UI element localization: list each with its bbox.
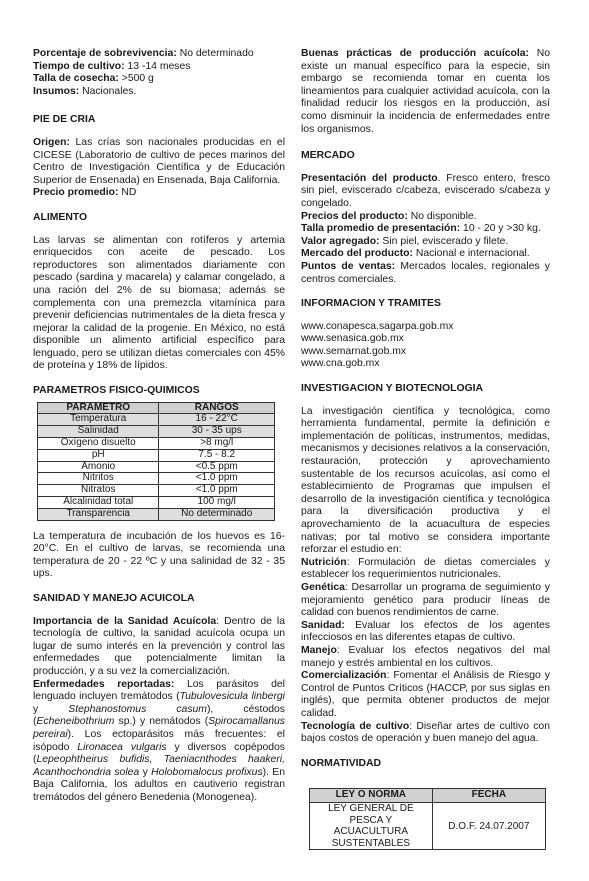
alimento-section — [33, 235, 285, 374]
sanidad-section — [33, 616, 285, 805]
investigacion-section — [301, 406, 550, 746]
table-row: LEY GENERAL DE PESCA Y ACUACULTURA SUSTENTABLES D.O.F. 24.07.2007 — [310, 803, 546, 850]
left-column — [33, 48, 285, 805]
right-column — [301, 48, 550, 850]
investigacion-item: Comercialización: Fomentar el Análisis de Riesgo y Control de Puntos Críticos (HACCP, por sus siglas en inglés), que permita obtener productos de mejor calidad. — [301, 670, 550, 719]
column-header-parametro: PARAMETRO — [38, 402, 159, 414]
info-line: Porcentaje de sobrevivencia: No determinado — [33, 48, 254, 59]
section-heading-parametros: PARAMETROS FISICO-QUIMICOS — [33, 385, 200, 397]
link-cna[interactable]: www.cna.gob.mx — [301, 358, 380, 370]
section-heading-investigacion: INVESTIGACION Y BIOTECNOLOGIA — [301, 383, 484, 395]
table-row: Amonio <0.5 ppm — [38, 461, 275, 473]
buenas-practicas-paragraph: Buenas prácticas de producción acuícola: No existe un manual específico para la especie, sin embargo se recomienda tomar en cuenta los lineamientos para cualquier actividad acuícola, con la finalidad reducir los riesgos en la producción, así como disminuir la incidencia de enfermedades entre los organismos. — [301, 48, 550, 135]
column-header-rangos: RANGOS — [159, 402, 275, 414]
info-links — [301, 321, 550, 371]
investigacion-item: Manejo: Evaluar los efectos negativos del mal manejo y estrés ambiental en los cultivos. — [301, 644, 550, 669]
alimento-paragraph: Las larvas se alimentan con rotíferos y artemia enriquecidos con aceite de pescado. Los reproductores son alimentados diariamente con pescado (sardina y macarela) y calamar congelado, a una ración del 2% de su biomasa; además se complementa con una premezcla vitamínica para prevenir deficiencias nutrimentales de la dieta fresca y mejorar la calidad de la progenie. En México, no está disponible un alimento artificial específico para lenguado, pero se utilizan dietas comerciales con 45% de proteína y 18% de lípidos. — [33, 234, 285, 372]
link-semarnat[interactable]: www.semarnat.gob.mx — [301, 345, 407, 357]
table-row: pH 7.5 - 8.2 — [38, 449, 275, 461]
mercado-item: Talla promedio de presentación: 10 - 20 y >30 kg. — [301, 223, 541, 235]
importancia-paragraph: Importancia de la Sanidad Acuícola: Dentro de la tecnología de cultivo, la sanidad acuícola ocupa un lugar de sumo interés en la prevención y control las enfermedades que potencialmente limitan la producción, y a su vez la comercialización. — [33, 615, 285, 677]
investigacion-intro: La investigación científica y tecnológica, como herramienta fundamental, permite la definición e implementación de políticas, instrumentos, medidas, mecanismos y decisiones relativos a la conservación, restauración, protección y aprovechamiento sustentable de los recursos acuícolas, así como el establecimiento de Programas que impulsen el desarrollo de la investigación científica y tecnológica para la diversificación productiva y el aprovechamiento de la acuacultura de especies nativas; por tal motivo se considera importante reforzar el estudio en: — [301, 405, 550, 556]
investigacion-item: Tecnología de cultivo: Diseñar artes de cultivo con bajos costos de operación y buen manejo del agua. — [301, 720, 550, 745]
table-row: Nitritos <1.0 ppm — [38, 473, 275, 485]
table-header-row — [38, 402, 275, 414]
table-row: Transparencia No determinado — [38, 508, 275, 520]
table-header-row — [310, 789, 546, 803]
table-row: Salinidad 30 - 35 ups — [38, 426, 275, 438]
link-conapesca[interactable]: www.conapesca.sagarpa.gob.mx — [301, 320, 454, 332]
incubation-paragraph: La temperatura de incubación de los huevos es 16-20°C. En el cultivo de larvas, se recomienda una temperatura de 20 - 22 ºC y una salinidad de 32 - 35 ups. — [33, 530, 285, 580]
section-heading-normatividad: NORMATIVIDAD — [301, 757, 382, 769]
table-row: Oxígeno disuelto >8 mg/l — [38, 438, 275, 450]
origen-paragraph: Origen: Las crías son nacionales producidas en el CICESE (Laboratorio de cultivo de peces marinos del Centro de Investigación Científica y de Educación Superior de Ensenada) en Ensenada, Baja California. — [33, 136, 285, 186]
investigacion-item: Sanidad: Evaluar los efectos de los agentes infecciosos en las diferentes etapas de cultivo. — [301, 619, 550, 644]
table-row: Temperatura 16 - 22°C — [38, 414, 275, 426]
buenas-practicas-section — [301, 48, 550, 136]
normatividad-table — [309, 788, 546, 850]
precio-line: Precio promedio: ND — [33, 187, 137, 199]
column-header-ley: LEY O NORMA — [310, 789, 433, 803]
section-heading-sanidad: SANIDAD Y MANEJO ACUICOLA — [33, 593, 195, 604]
cultivation-info — [33, 48, 285, 98]
enfermedades-paragraph: Enfermedades reportadas: Los parásitos del lenguado incluyen tremátodos (Tubulovesicula linbergi y Stephanostomus casum), céstodos (Echeneibothrium sp.) y nemátodos (Spirocamallanus pereirai). Los ectoparásitos más frecuentes: el isópodo Lironacea vulgaris y diversos copépodos (Lepeophtheirus bufidis, Taeniacnthodes haakeri, Acanthochondria solea y Holobomalocus profixus). En Baja California, los adultos en cautiverio registran tremátodos del género Benedenia (Monogenea). — [33, 678, 286, 803]
mercado-item: Precios del producto: No disponible. — [301, 210, 477, 222]
investigacion-item: Nutrición: Formulación de dietas comerciales y establecer los requerimientos nutricionales. — [301, 556, 550, 581]
info-line: Talla de cosecha: >500 g — [33, 73, 154, 85]
investigacion-item: Genética: Desarrollar un programa de seguimiento y mejoramiento genético para producir líneas de calidad con buenos rendimientos de carne. — [301, 581, 550, 619]
mercado-item: Mercado del producto: Nacional e internacional. — [301, 248, 530, 260]
info-line: Insumos: Nacionales. — [33, 85, 137, 97]
section-heading-alimento: ALIMENTO — [33, 211, 88, 223]
column-header-fecha: FECHA — [432, 789, 545, 803]
incubation-note — [33, 531, 285, 581]
mercado-item: Puntos de ventas: Mercados locales, regionales y centros comerciales. — [301, 260, 550, 285]
mercado-section — [301, 173, 550, 286]
mercado-item: Presentación del producto. Fresco entero, fresco sin piel, eviscerado c/cabeza, eviscerado s/cabeza y congelado. — [301, 172, 550, 209]
link-senasica[interactable]: www.senasica.gob.mx — [301, 333, 404, 345]
table-row: Alcalinidad total 100 mg/l — [38, 497, 275, 509]
section-heading-info: INFORMACION Y TRAMITES — [301, 298, 441, 310]
table-row: Nitratos <1.0 ppm — [38, 485, 275, 497]
section-heading-mercado: MERCADO — [301, 150, 355, 162]
mercado-item: Valor agregado: Sin piel, eviscerado y filete. — [301, 235, 509, 247]
info-line: Tiempo de cultivo: 13 -14 meses — [33, 60, 191, 72]
pie-de-cria-section — [33, 137, 285, 200]
section-heading-pie-de-cria: PIE DE CRIA — [33, 114, 96, 126]
parameters-table — [37, 402, 275, 521]
